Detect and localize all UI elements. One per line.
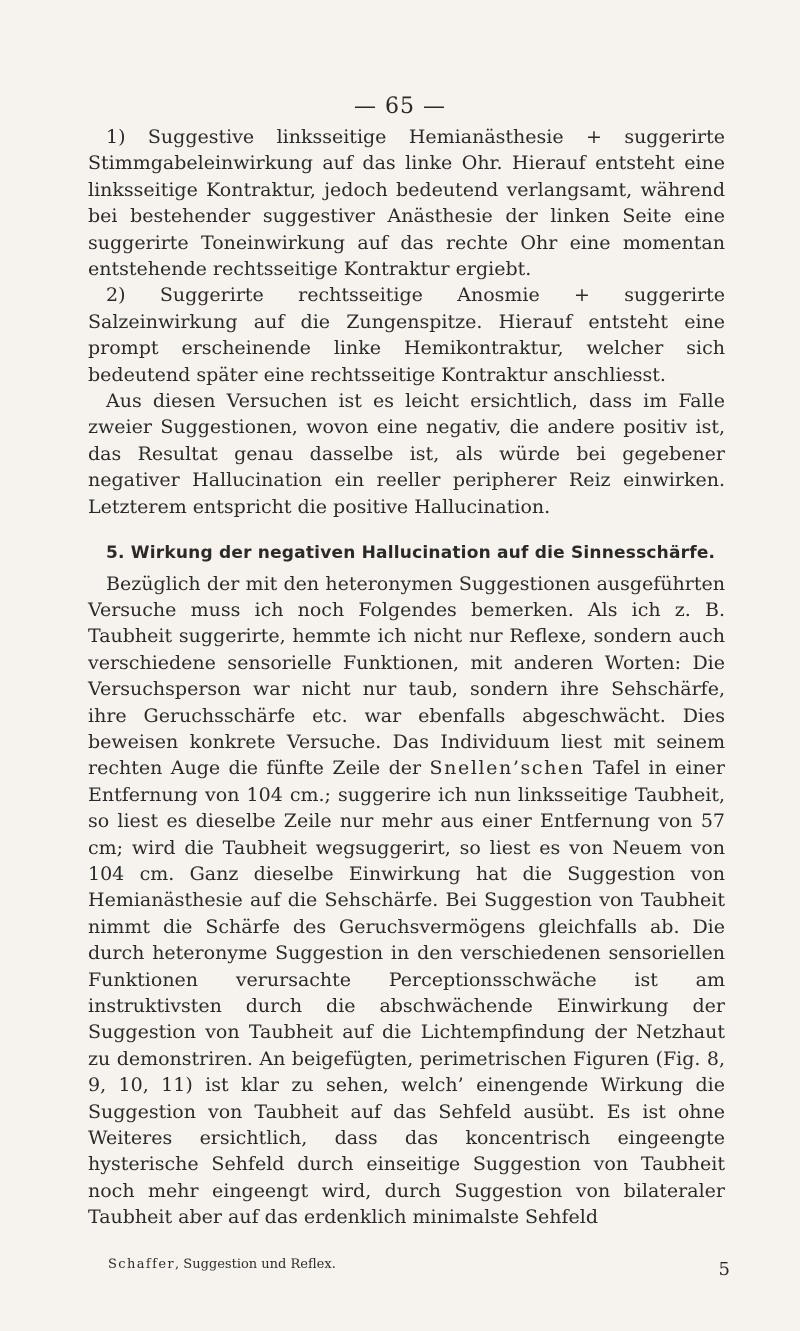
paragraph-3: Aus diesen Versuchen ist es leicht ersichtlich, dass im Falle zweier Suggestionen, wovon eine negativ, die andere positiv ist, das Resultat genau dasselbe ist, als würde bei gegebener negativer Hallucination ein reeller peripherer Reiz einwirken. Letzterem entspricht die positive Hallucination. xyxy=(88,390,725,518)
signature-number: 5 xyxy=(718,1259,730,1280)
footer xyxy=(108,1257,730,1280)
spaced-name: Snellen’schen xyxy=(429,757,585,780)
section-heading: 5. Wirkung der negativen Hallucination auf die Sinnesschärfe. xyxy=(106,543,716,564)
section-paragraph xyxy=(88,571,725,1231)
footer-title: , Suggestion und Reflex. xyxy=(175,1257,336,1272)
paragraph-2: 2) Suggerirte rechtsseitige Anosmie + suggerirte Salzeinwirkung auf die Zungenspitze. Hierauf entsteht eine prompt erscheinende linke Hemikontraktur, welcher sich bedeutend später eine rechtsseitige Kontraktur anschliesst. xyxy=(88,284,725,386)
body-text xyxy=(88,124,725,1231)
paragraph-1: 1) Suggestive linksseitige Hemianästhesie + suggerirte Stimmgabeleinwirkung auf das linke Ohr. Hierauf entsteht eine linksseitige Kontraktur, jedoch bedeutend verlangsamt, während bei bestehender suggestiver Anästhesie der linken Seite eine suggerirte Toneinwirkung auf das rechte Ohr eine momentan entstehende rechtsseitige Kontraktur ergiebt. xyxy=(88,126,725,281)
section-paragraph-part-2: Tafel in einer Entfernung von 104 cm.; suggerire ich nun linksseitige Taubheit, so liest es dieselbe Zeile nur mehr aus einer Entfernung von 57 cm; wird die Taubheit wegsuggerirt, so liest es von Neuem von 104 cm. Ganz dieselbe Einwirkung hat die Suggestion von Hemianästhesie auf die Sehschärfe. Bei Suggestion von Taubheit nimmt die Schärfe des Geruchsvermögens gleichfalls ab. Die durch heteronyme Suggestion in den verschiedenen sensoriellen Funktionen verursachte Perceptionsschwäche ist am instruktivsten durch die abschwächende Einwirkung der Suggestion von Taubheit auf die Lichtempfindung der Netzhaut zu demonstriren. An beigefügten, perimetrischen Figuren (Fig. 8, 9, 10, 11) ist klar zu sehen, welch’ einengende Wirkung die Suggestion von Taubheit auf das Sehfeld ausübt. Es ist ohne Weiteres ersichtlich, dass das koncentrisch eingeengte hysterische Sehfeld durch einseitige Suggestion von Taubheit noch mehr eingeengt wird, durch Suggestion von bilateraler Taubheit aber auf das erdenklich minimalste Sehfeld xyxy=(88,757,726,1229)
footer-author: Schaffer xyxy=(108,1257,176,1272)
page-number: — 65 — xyxy=(354,94,446,119)
section-paragraph-part-1: Bezüglich der mit den heteronymen Suggestionen ausgeführten Versuche muss ich noch Folgendes bemerken. Als ich z. B. Taubheit suggerirte, hemmte ich nicht nur Reflexe, sondern auch verschiedene sensorielle Funktionen, mit anderen Worten: Die Versuchsperson war nicht nur taub, sondern ihre Sehschärfe, ihre Geruchsschärfe etc. war ebenfalls abgeschwächt. Dies beweisen konkrete Versuche. Das Individuum liest mit seinem rechten Auge die fünfte Zeile der xyxy=(88,572,725,780)
